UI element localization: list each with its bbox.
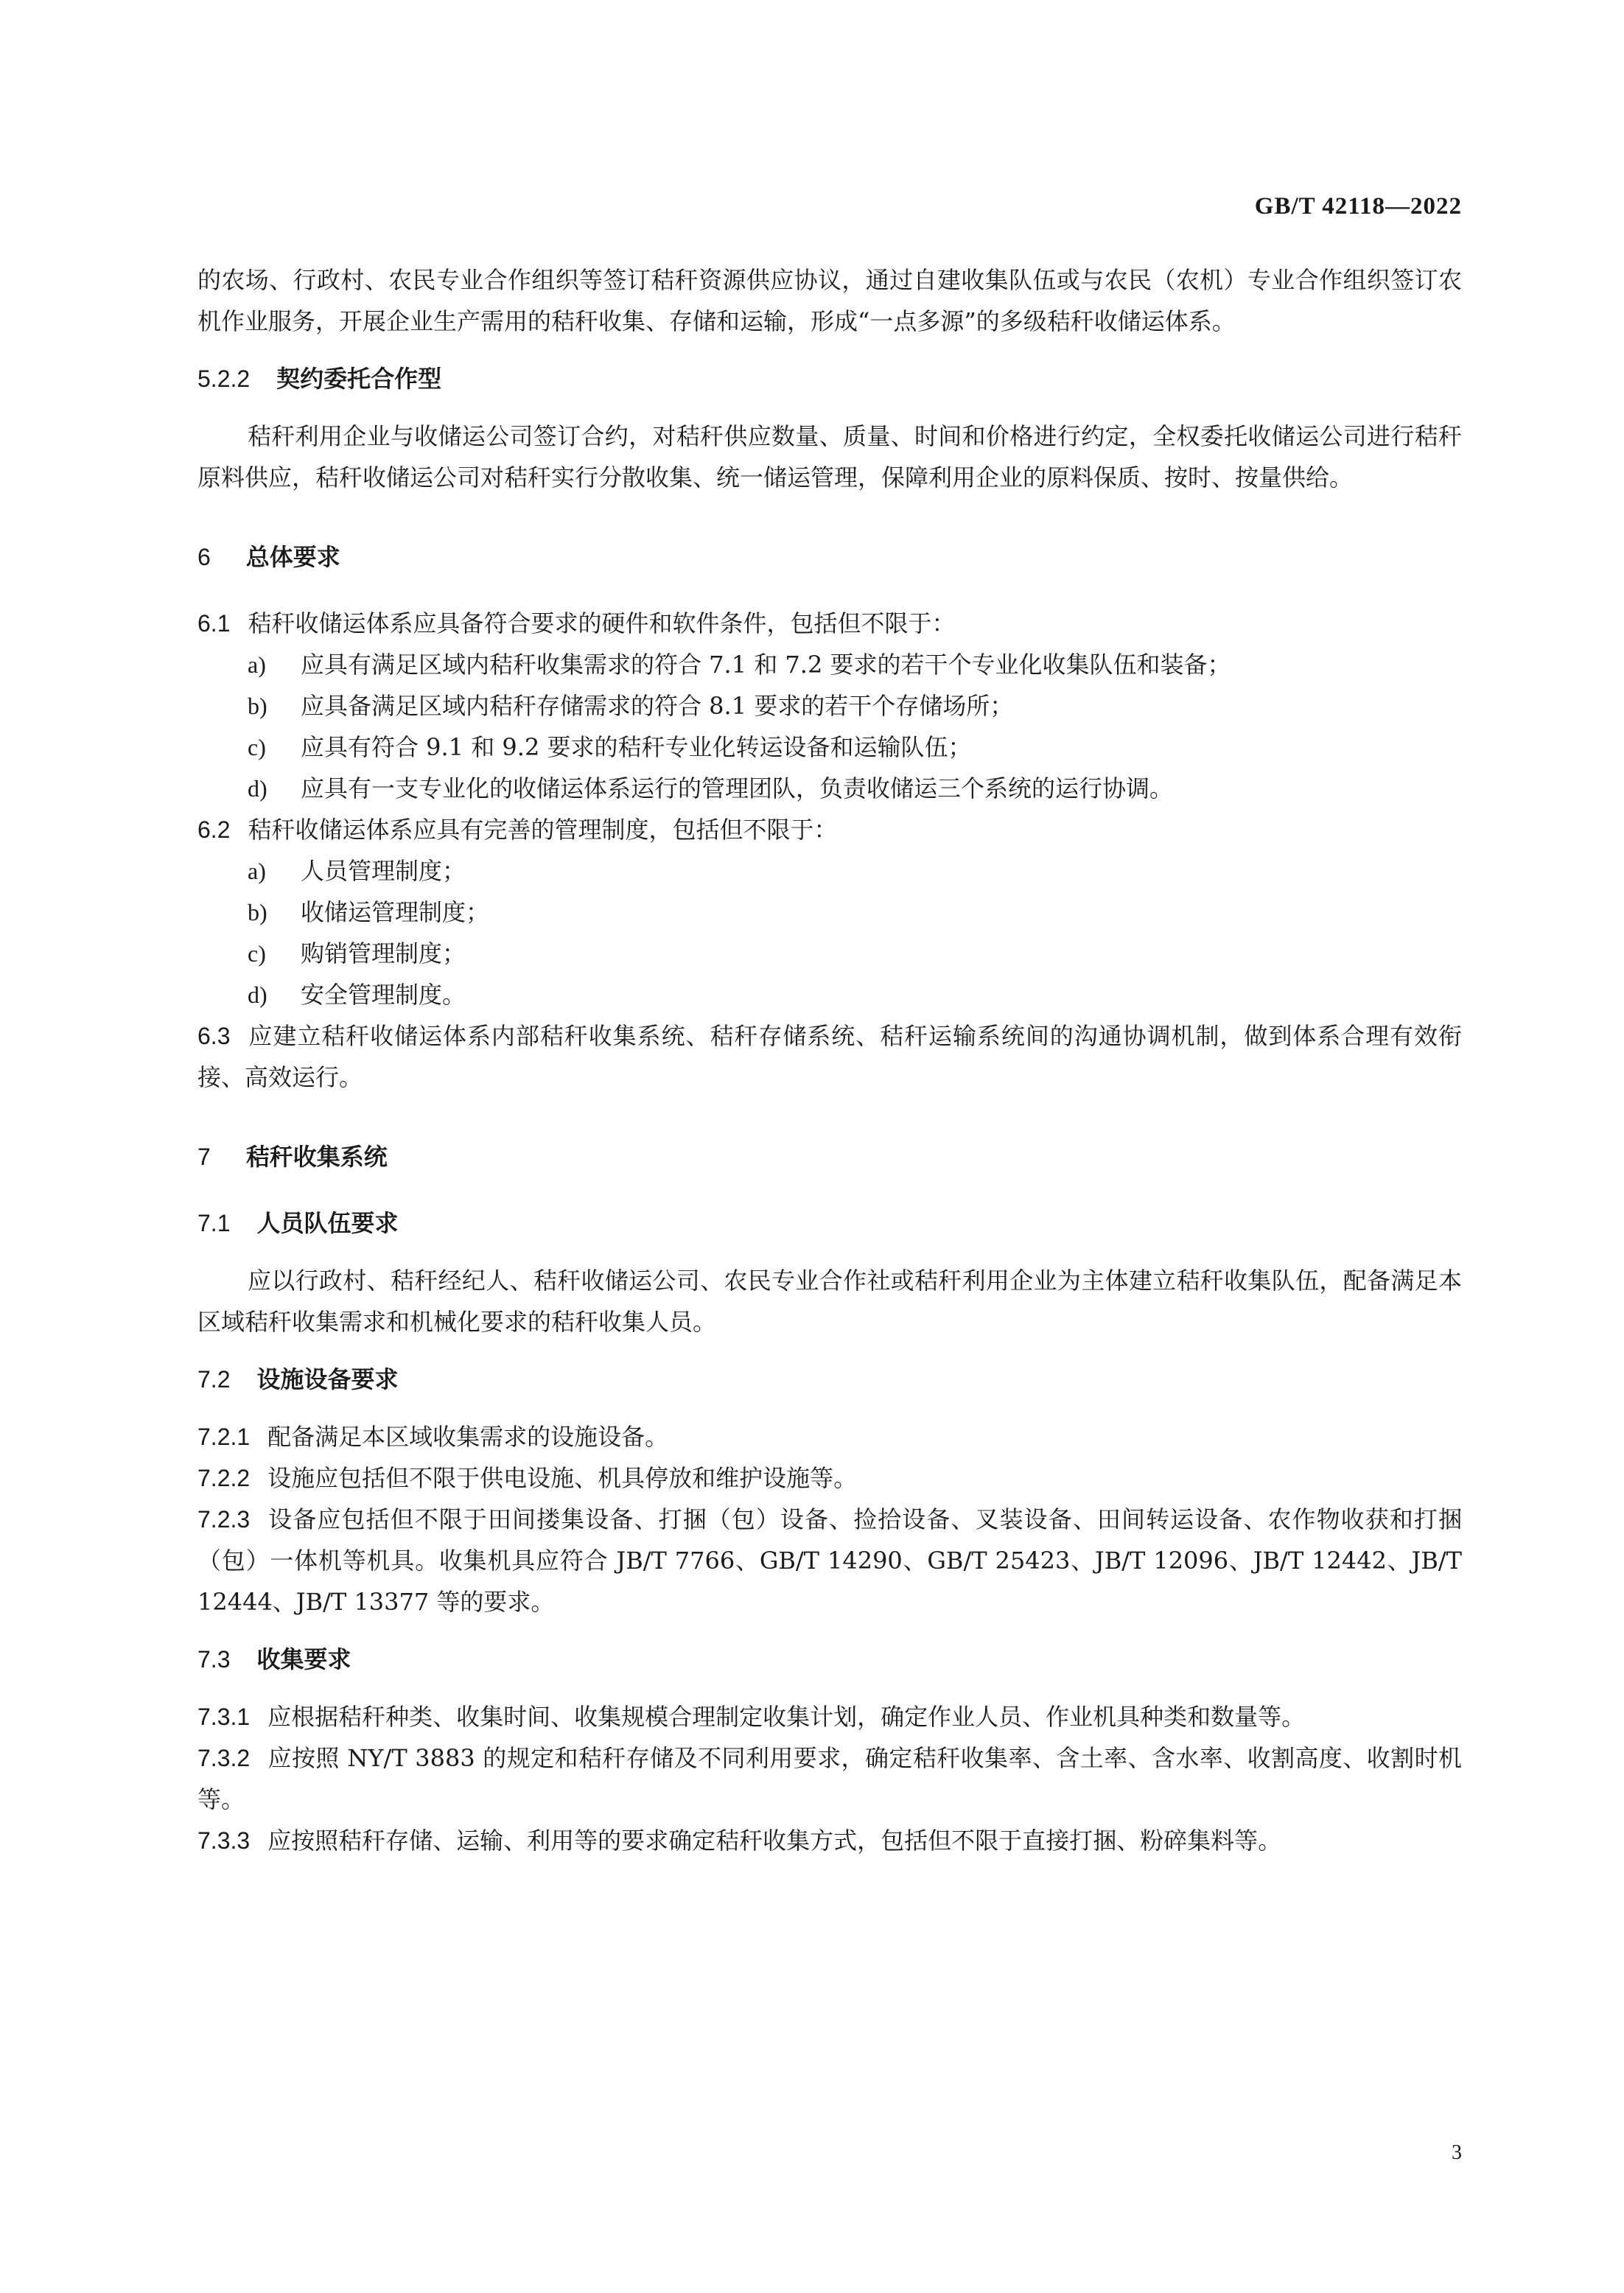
clause-number: 6.2: [197, 816, 231, 843]
list-item: a) 应具有满足区域内秸秆收集需求的符合 7.1 和 7.2 要求的若干个专业化收集队伍和装备；: [248, 651, 1231, 679]
clause-text: 配备满足本区域收集需求的设施设备。: [267, 1423, 669, 1451]
clause-text: 秸秆收储运体系应具备符合要求的硬件和软件条件，包括但不限于：: [248, 609, 956, 637]
clause-number: 7.3.1: [197, 1704, 251, 1730]
list-item: a) 人员管理制度；: [248, 857, 466, 885]
heading-7-1: [197, 1202, 1462, 1244]
list-item: d) 应具有一支专业化的收储运体系运行的管理团队，负责收储运三个系统的运行协调。: [248, 774, 1174, 802]
page-content: [197, 259, 1462, 1861]
heading-number: 7.3: [197, 1646, 231, 1673]
clause-7-3-3: [197, 1820, 1462, 1861]
heading-7-2: [197, 1359, 1462, 1400]
clause-text: 设备应包括但不限于田间搂集设备、打捆（包）设备、捡拾设备、叉装设备、田间转运设备、农作物收获和打捆（包）一体机等机具。收集机具应符合 JB/T 7766、GB/T 14290、GB/T 25423、JB/T 12096、JB/T 12442、JB/T 12444、JB/T 13377 等的要求。: [197, 1505, 1462, 1616]
clause-text: 应按照 NY/T 3883 的规定和秸秆存储及不同利用要求，确定秸秆收集率、含土率、含水率、收割高度、收割时机等。: [197, 1744, 1462, 1813]
heading-5-2-2: [197, 358, 1462, 399]
heading-title: 秸秆收集系统: [245, 1143, 388, 1171]
clause-7-3-1: [197, 1696, 1462, 1737]
clause-6-3: [197, 1015, 1462, 1098]
clause-7-2-3: [197, 1499, 1462, 1622]
clause-number: 7.2.2: [197, 1465, 251, 1491]
heading-7: [197, 1136, 1462, 1177]
heading-title: 总体要求: [245, 543, 340, 571]
clause-number: 7.3.3: [197, 1827, 251, 1854]
clause-number: 7.2.1: [197, 1424, 251, 1450]
heading-6: [197, 536, 1462, 578]
clause-number: 7.2.3: [197, 1506, 251, 1533]
standard-code: GB/T 42118—2022: [1254, 193, 1462, 220]
page-number: 3: [1452, 2141, 1462, 2164]
clause-7-2-1: [197, 1416, 1462, 1457]
heading-number: 7: [197, 1144, 211, 1170]
clause-6-1: [197, 603, 1462, 644]
list-item: b) 收储运管理制度；: [248, 898, 490, 926]
list-item: c) 应具有符合 9.1 和 9.2 要求的秸秆专业化转运设备和运输队伍；: [248, 733, 972, 761]
clause-text: 应建立秸秆收储运体系内部秸秆收集系统、秸秆存储系统、秸秆运输系统间的沟通协调机制，做到体系合理有效衔接、高效运行。: [197, 1022, 1462, 1091]
list-item: b) 应具备满足区域内秸秆存储需求的符合 8.1 要求的若干个存储场所；: [248, 692, 1014, 720]
heading-number: 6: [197, 544, 211, 570]
intro-paragraph: 的农场、行政村、农民专业合作组织等签订秸秆资源供应协议，通过自建收集队伍或与农民（农机）专业合作组织签订农机作业服务，开展企业生产需用的秸秆收集、存储和运输，形成“一点多源”的多级秸秆收储运体系。: [197, 266, 1462, 335]
clause-text: 设施应包括但不限于供电设施、机具停放和维护设施等。: [267, 1464, 858, 1492]
heading-number: 7.2: [197, 1366, 231, 1393]
clause-text: 秸秆收储运体系应具有完善的管理制度，包括但不限于：: [248, 816, 838, 844]
clause-7-2-2: [197, 1457, 1462, 1499]
clause-number: 6.1: [197, 610, 231, 637]
clause-6-2: [197, 809, 1462, 850]
heading-title: 契约委托合作型: [276, 365, 442, 393]
clause-number: 7.3.2: [197, 1745, 251, 1771]
paragraph-5-2-2: 秸秆利用企业与收储运公司签订合约，对秸秆供应数量、质量、时间和价格进行约定，全权委托收储运公司进行秸秆原料供应，秸秆收储运公司对秸秆实行分散收集、统一储运管理，保障利用企业的原料保质、按时、按量供给。: [197, 422, 1462, 491]
paragraph-7-1: 应以行政村、秸秆经纪人、秸秆收储运公司、农民专业合作社或秸秆利用企业为主体建立秸秆收集队伍，配备满足本区域秸秆收集需求和机械化要求的秸秆收集人员。: [197, 1267, 1462, 1336]
heading-number: 7.1: [197, 1210, 231, 1236]
heading-title: 收集要求: [256, 1645, 351, 1673]
list-item: d) 安全管理制度。: [248, 981, 466, 1009]
clause-number: 6.3: [197, 1023, 231, 1049]
list-item: c) 购销管理制度；: [248, 939, 466, 967]
clause-text: 应按照秸秆存储、运输、利用等的要求确定秸秆收集方式，包括但不限于直接打捆、粉碎集料等。: [267, 1827, 1282, 1855]
clause-7-3-2: [197, 1737, 1462, 1820]
heading-title: 设施设备要求: [256, 1365, 399, 1393]
heading-7-3: [197, 1639, 1462, 1680]
clause-text: 应根据秸秆种类、收集时间、收集规模合理制定收集计划，确定作业人员、作业机具种类和数量等。: [267, 1703, 1306, 1731]
heading-title: 人员队伍要求: [256, 1209, 399, 1237]
heading-number: 5.2.2: [197, 365, 251, 392]
